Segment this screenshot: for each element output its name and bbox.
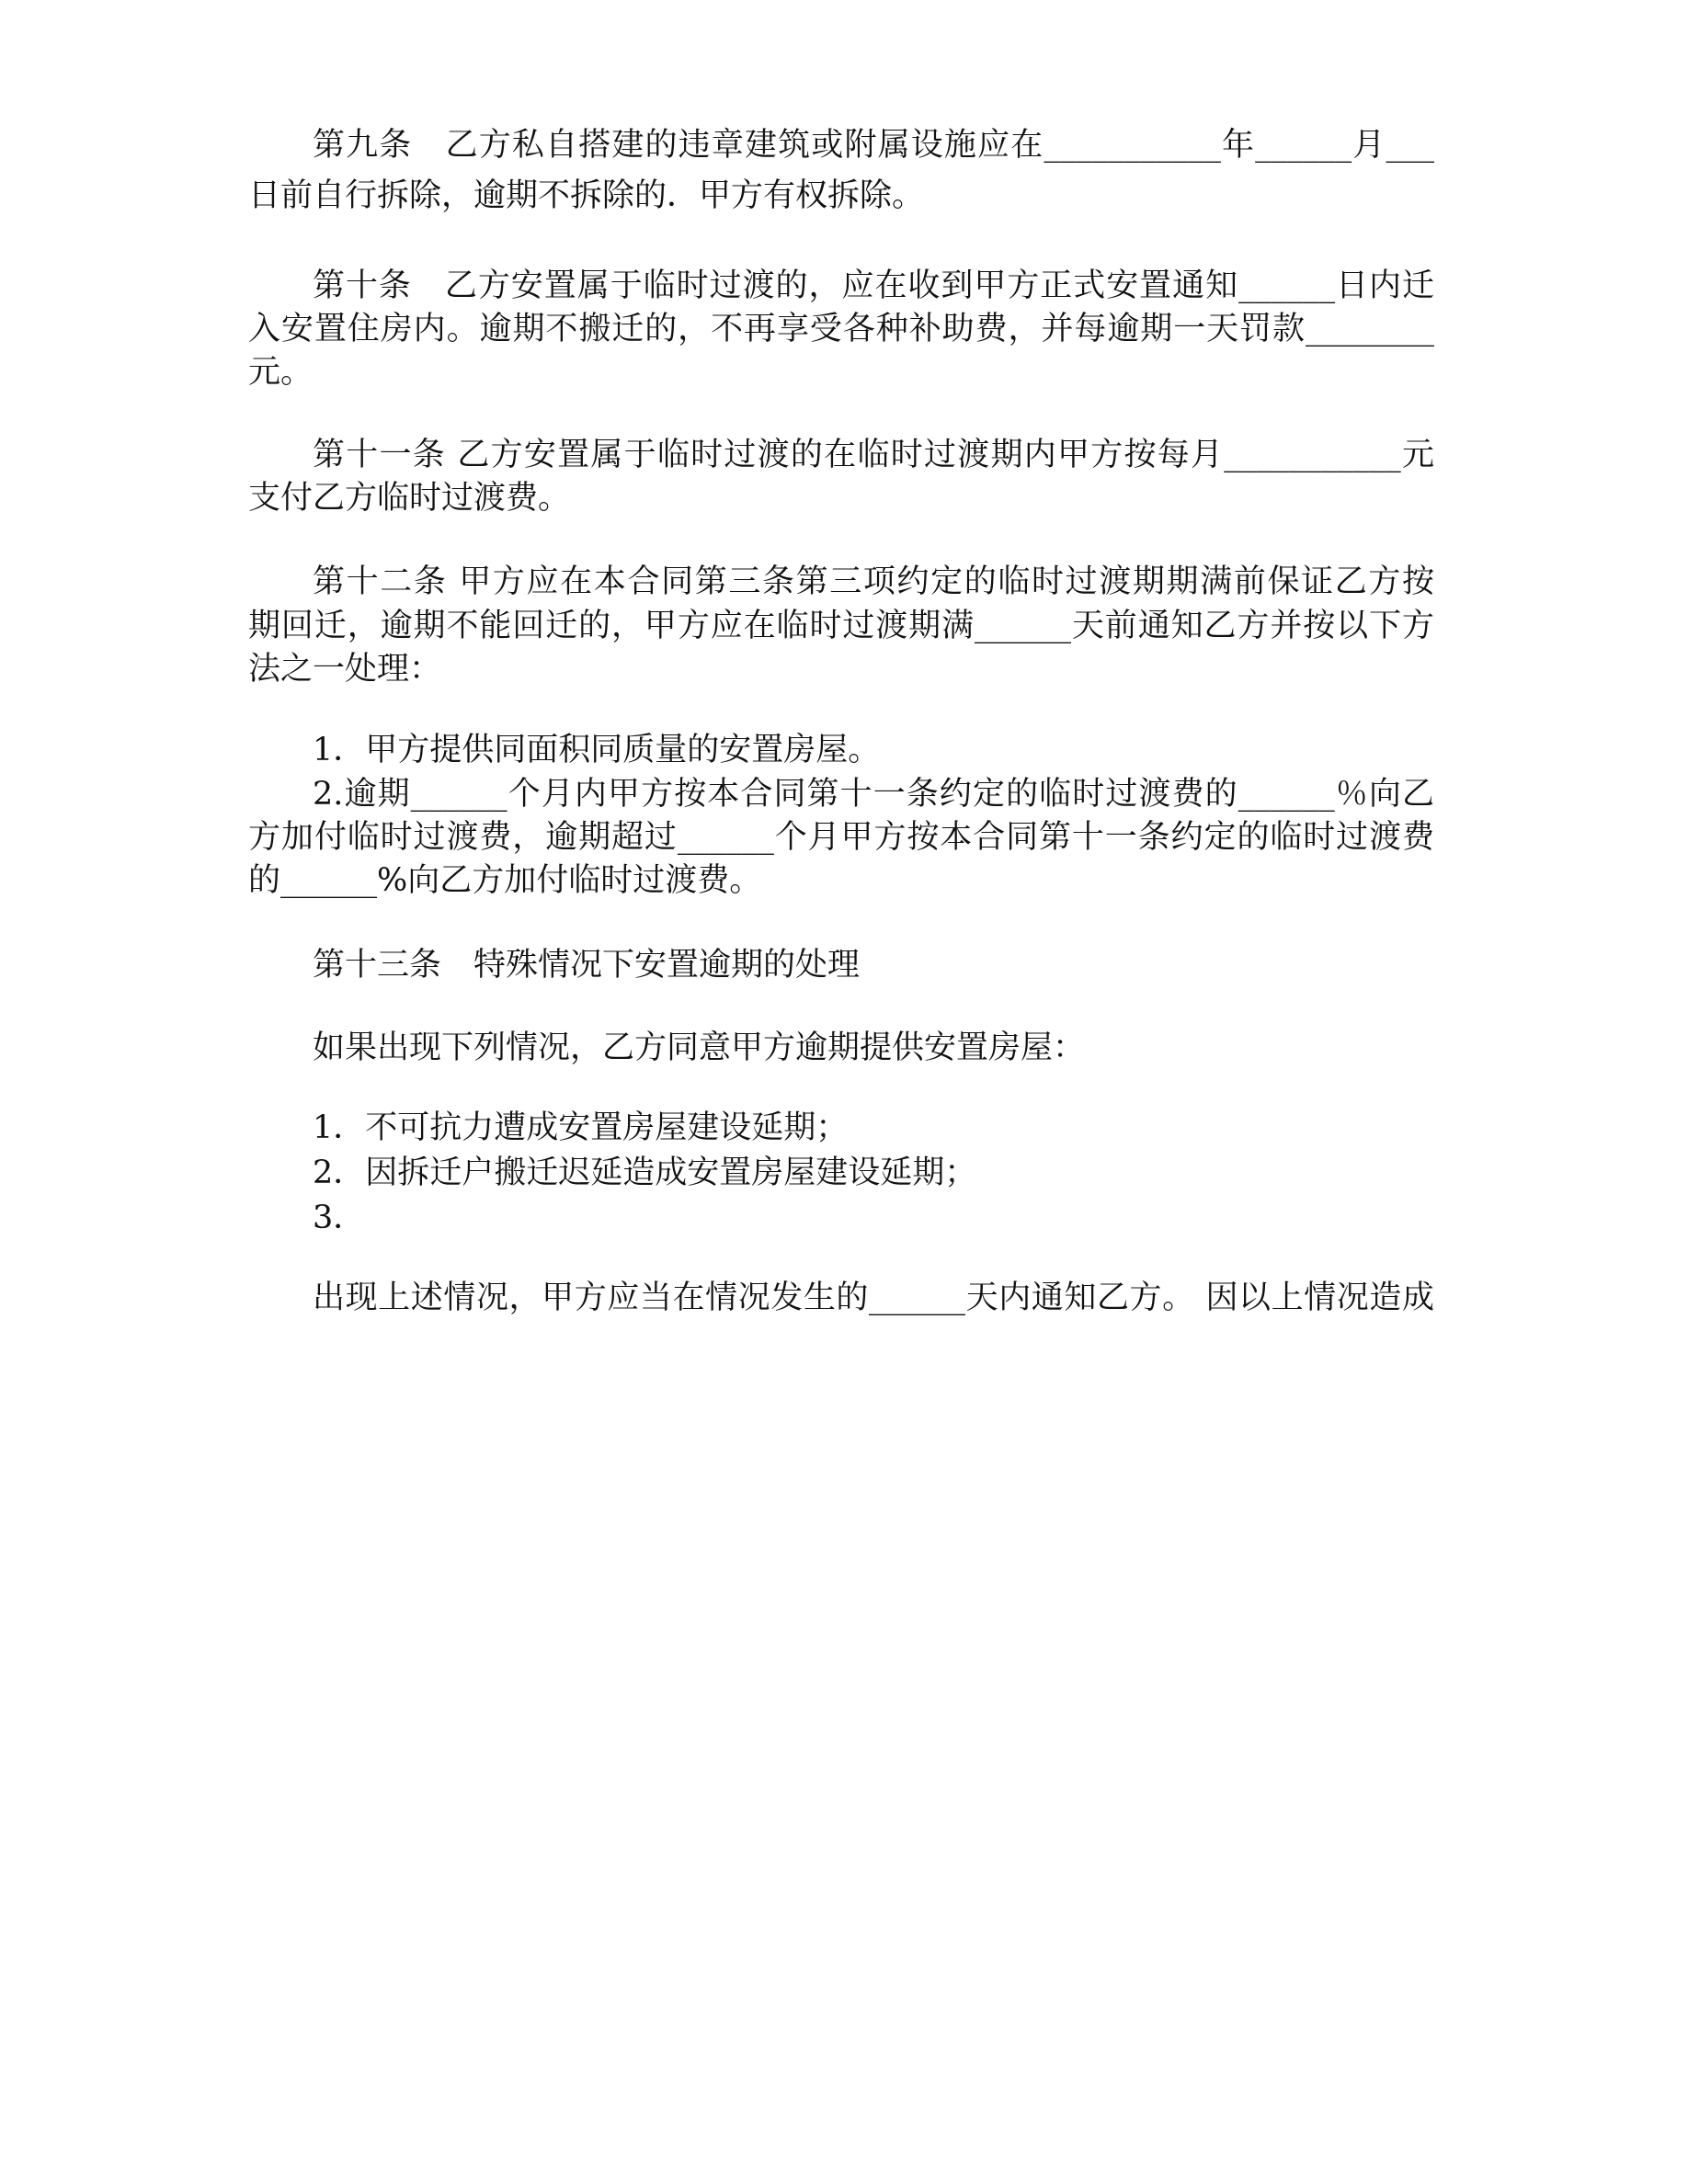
article-13-intro: 如果出现下列情况，乙方同意甲方逾期提供安置房屋： bbox=[313, 1029, 1086, 1066]
article-13-item-3: 3． bbox=[313, 1200, 366, 1236]
article-12-line-2: 期回迁，逾期不能回迁的，甲方应在临时过渡期满______天前通知乙方并按以下方 bbox=[248, 608, 1434, 644]
article-13-title: 第十三条 特殊情况下安置逾期的处理 bbox=[313, 947, 861, 984]
article-13-item-2: 2．因拆迁户搬迁迟延造成安置房屋建设延期； bbox=[313, 1155, 977, 1191]
article-13-item-1: 1．不可抗力遭成安置房屋建设延期； bbox=[313, 1109, 849, 1146]
article-12-line-1: 第十二条 甲方应在本合同第三条第三项约定的临时过渡期期满前保证乙方按 bbox=[313, 563, 1434, 600]
article-9-line-1: 第九条 乙方私自搭建的违章建筑或附属设施应在___________年______月___ bbox=[313, 127, 1434, 164]
article-13-closing: 出现上述情况，甲方应当在情况发生的______天内通知乙方。 因以上情况造成 bbox=[313, 1280, 1434, 1316]
article-10-line-2: 入安置住房内。逾期不搬迁的，不再享受各种补助费，并每逾期一天罚款________ bbox=[248, 311, 1434, 347]
article-12-item-2-line-2: 方加付临时过渡费，逾期超过______个月甲方按本合同第十一条约定的临时过渡费 bbox=[248, 819, 1434, 856]
article-12-line-3: 法之一处理： bbox=[248, 651, 442, 688]
article-12-item-1: 1．甲方提供同面积同质量的安置房屋。 bbox=[313, 732, 881, 768]
article-12-item-2-line-1: 2.逾期______个月内甲方按本合同第十一条约定的临时过渡费的______％向乙 bbox=[313, 776, 1434, 813]
article-12-item-2-line-3: 的______%向乙方加付临时过渡费。 bbox=[248, 862, 762, 899]
article-10-line-3: 元。 bbox=[248, 354, 314, 391]
article-10-line-1: 第十条 乙方安置属于临时过渡的，应在收到甲方正式安置通知______日内迁 bbox=[313, 267, 1434, 304]
article-11-line-2: 支付乙方临时过渡费。 bbox=[248, 480, 571, 517]
article-11-line-1: 第十一条 乙方安置属于临时过渡的在临时过渡期内甲方按每月___________元 bbox=[313, 437, 1434, 473]
article-9-line-2: 日前自行拆除，逾期不拆除的．甲方有权拆除。 bbox=[248, 177, 925, 214]
